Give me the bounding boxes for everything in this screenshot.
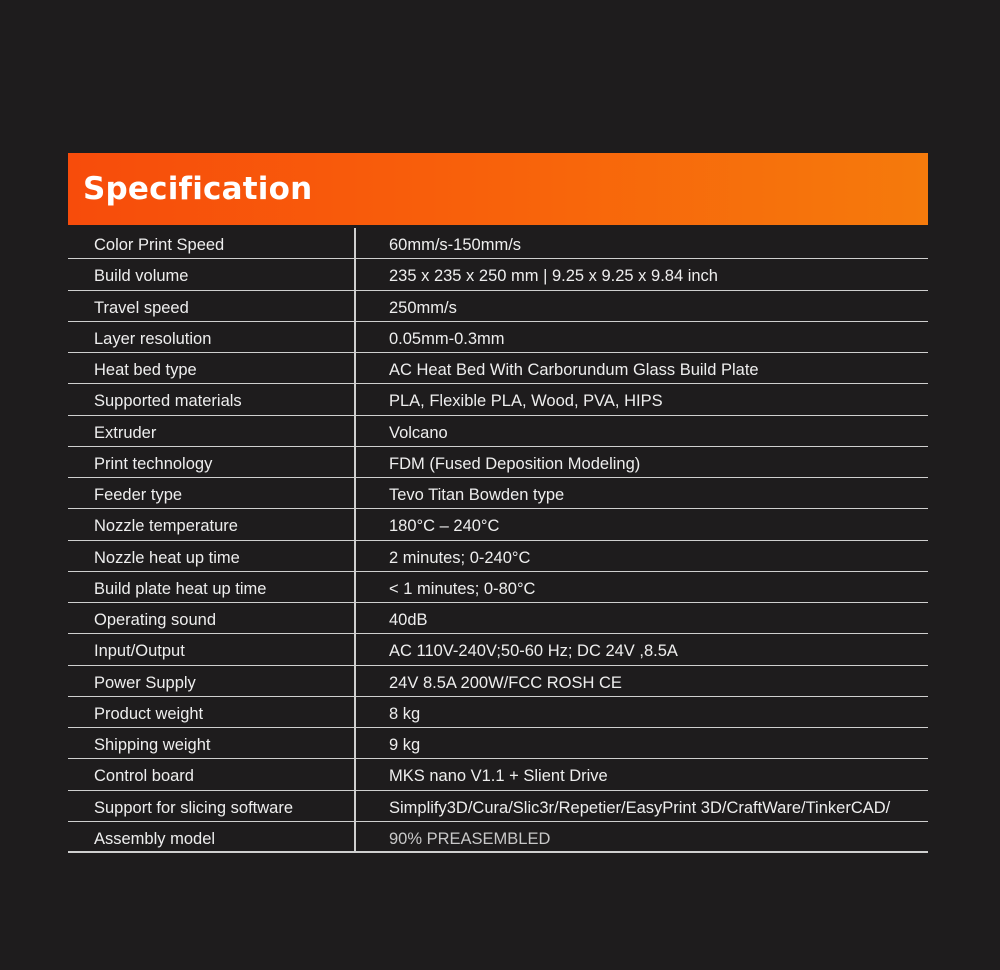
- spec-row: [68, 259, 928, 290]
- spec-label: Travel speed: [94, 298, 189, 317]
- spec-row: [68, 791, 928, 822]
- spec-row: [68, 416, 928, 447]
- spec-row: [68, 728, 928, 759]
- spec-row: [68, 822, 928, 853]
- spec-row: [68, 322, 928, 353]
- spec-label: Extruder: [94, 423, 157, 442]
- spec-value: Simplify3D/Cura/Slic3r/Repetier/EasyPrint 3D/CraftWare/TinkerCAD/: [389, 798, 891, 817]
- spec-value: 8 kg: [389, 704, 421, 723]
- spec-value: 90% PREASEMBLED: [389, 829, 551, 848]
- spec-value: 60mm/s-150mm/s: [389, 236, 522, 254]
- spec-label: Color Print Speed: [94, 236, 225, 254]
- column-divider: [354, 228, 356, 853]
- spec-value: PLA, Flexible PLA, Wood, PVA, HIPS: [389, 392, 663, 411]
- specification-header: [68, 153, 928, 225]
- spec-value: 250mm/s: [389, 298, 457, 317]
- spec-row: [68, 634, 928, 665]
- spec-label: Supported materials: [94, 392, 242, 411]
- page-title: Specification: [83, 171, 313, 207]
- spec-label: Product weight: [94, 704, 204, 723]
- spec-row: [68, 541, 928, 572]
- spec-label: Nozzle heat up time: [94, 548, 240, 567]
- spec-label: Assembly model: [94, 829, 216, 848]
- spec-label: Feeder type: [94, 486, 183, 504]
- spec-row: [68, 697, 928, 728]
- spec-value: < 1 minutes; 0-80°C: [389, 579, 536, 598]
- spec-value: 180°C – 240°C: [389, 517, 500, 536]
- spec-row: [68, 291, 928, 322]
- spec-value: AC 110V-240V;50-60 Hz; DC 24V ,8.5A: [389, 642, 678, 661]
- spec-row: [68, 759, 928, 790]
- spec-row: [68, 572, 928, 603]
- spec-value: FDM (Fused Deposition Modeling): [389, 454, 641, 473]
- spec-label: Operating sound: [94, 611, 217, 629]
- spec-row: [68, 353, 928, 384]
- spec-row: [68, 384, 928, 415]
- spec-label: Layer resolution: [94, 329, 212, 348]
- spec-value: Volcano: [389, 423, 448, 442]
- spec-value: 235 x 235 x 250 mm | 9.25 x 9.25 x 9.84 inch: [389, 267, 718, 286]
- spec-label: Control board: [94, 767, 194, 786]
- spec-label: Heat bed type: [94, 361, 197, 379]
- spec-row: [68, 478, 928, 509]
- spec-label: Build plate heat up time: [94, 579, 267, 598]
- spec-label: Power Supply: [94, 673, 196, 692]
- spec-value: 24V 8.5A 200W/FCC ROSH CE: [389, 673, 622, 692]
- spec-row: [68, 228, 928, 259]
- spec-row: [68, 666, 928, 697]
- spec-table: [68, 228, 928, 853]
- spec-label: Nozzle temperature: [94, 517, 238, 536]
- spec-label: Build volume: [94, 267, 189, 286]
- spec-value: Tevo Titan Bowden type: [389, 486, 565, 504]
- spec-value: 0.05mm-0.3mm: [389, 329, 505, 348]
- spec-row: [68, 447, 928, 478]
- spec-label: Print technology: [94, 454, 213, 473]
- spec-label: Input/Output: [94, 642, 185, 661]
- spec-value: 40dB: [389, 611, 428, 629]
- spec-value: 2 minutes; 0-240°C: [389, 548, 531, 567]
- spec-value: AC Heat Bed With Carborundum Glass Build Plate: [389, 361, 759, 379]
- spec-row: [68, 509, 928, 540]
- spec-value: 9 kg: [389, 736, 421, 754]
- spec-value: MKS nano V1.1 + Slient Drive: [389, 767, 608, 786]
- spec-label: Shipping weight: [94, 736, 211, 754]
- spec-label: Support for slicing software: [94, 798, 294, 817]
- spec-row: [68, 603, 928, 634]
